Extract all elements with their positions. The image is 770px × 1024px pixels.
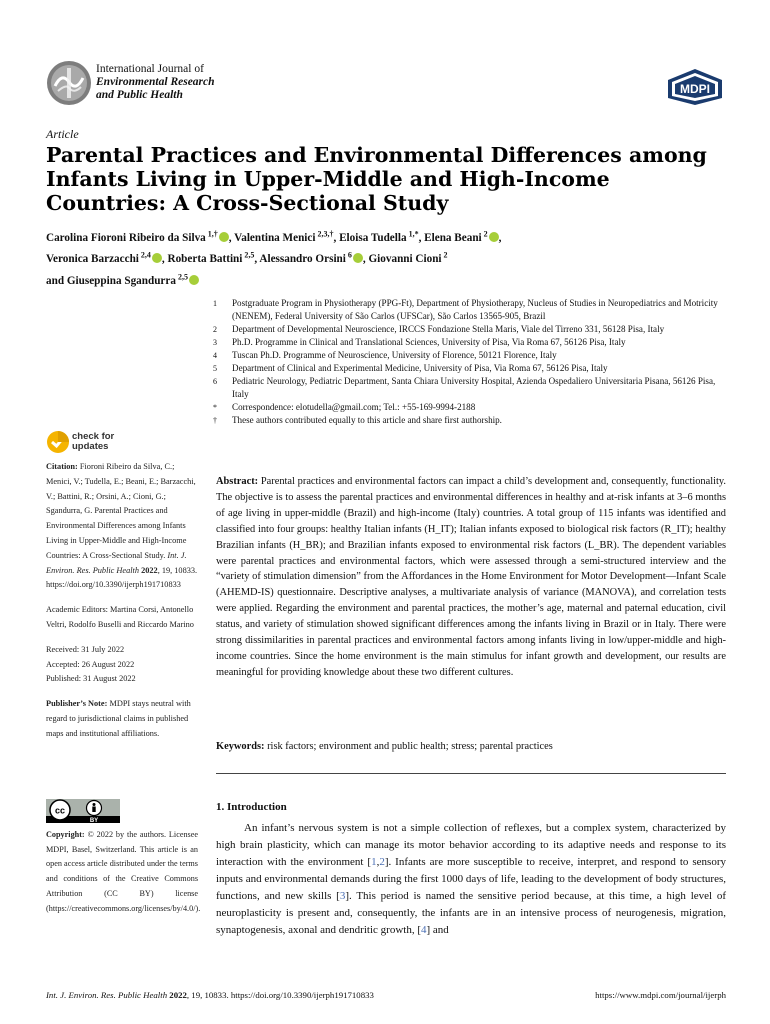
affiliation-item [213, 401, 728, 414]
affiliation-mark: † [213, 416, 217, 425]
affiliation-text: Department of Clinical and Experimental Medicine, University of Pisa, Via Roma 67, 56126 Pisa, Italy [232, 363, 608, 373]
author-separator: , [161, 253, 168, 266]
author-name: Valentina Menici [234, 231, 316, 244]
footer-citation [46, 990, 374, 1000]
author-name: and Giuseppina Sgandurra [46, 275, 176, 288]
keywords [216, 741, 726, 752]
keywords-text: risk factors; environment and public health; stress; parental practices [267, 741, 553, 752]
author [259, 250, 369, 266]
abstract-text: Parental practices and environmental factors can impact a child’s development and, consequently, functionality. The objective is to assess the parental practices and environmental differences in healthy and at-risk infants at 3–6 months of age living in upper-middle (Brazil) and high-income (Italy) countries. A total group of 115 infants was identified and classified into four groups: healthy Italian infants (H_IT); Italian infants exposed to biological risk factors (R_IT); healthy Brazilian infants (H_BR); and Brazilian infants exposed to environmental risk factors (L_BR). The dependent variables were parental practices and environmental factors, which were assessed through a semi-structured interview and the “variety of stimulation dimension” from the Affordances in the Home Environment for Motor Development—Infant Scale (AHEMD-IS) questionnaire. Descriptive analyses, a multivariate analysis of variance (MANOVA), and correlation tests were applied. Regarding the environment and parental practices, the mother’s age, maternal and paternal education, civil status, and variety of stimulation showed significant differences among the infants living in Brazil or in Italy. There were strong dissimilarities in parental practices and environmental factors among infants living in low/upper-middle and high-income countries. Since the home environment is the main stimulus for infant growth and development, our results are meaningful for providing knowledge about these two different cultures. [216, 476, 727, 678]
publisher-note-label: Publisher’s Note: [46, 699, 108, 709]
affiliation-text: Ph.D. Programme in Clinical and Translational Sciences, University of Pisa, Via Roma 67, 56126 Pisa, Italy [232, 337, 626, 347]
author [424, 229, 502, 244]
author-separator: , [228, 231, 235, 244]
reference-link-3[interactable]: 3 [339, 890, 346, 902]
intro-text-1: An infant’s nervous system is not a simple collection of reflexes, but a complex system, characterized by high brain plasticity, which can manage its motor behavior according to its adaptive needs and response to its interaction with the environment [ [216, 822, 726, 868]
author-name: Veronica Barzacchi [46, 253, 139, 266]
copyright-text: © 2022 by the authors. Licensee MDPI, Basel, Switzerland. This article is an open access article distributed under the terms and conditions of the Creative Commons Attribution (CC BY) license (https://creativecommons.org/licenses/by/4.0/). [46, 830, 201, 913]
author-name: Eloisa Tudella [339, 231, 407, 244]
article-title: Parental Practices and Environmental Differences among Infants Living in Upper-Middle and High-Income Countries: A Cross-Sectional Study [46, 143, 707, 215]
author-affiliation-marks: 2 [481, 229, 488, 238]
published-date: Published: 31 August 2022 [46, 674, 136, 684]
journal-name-line1: International Journal of [96, 63, 204, 75]
intro-text-2: ]. Infants are more susceptible to receive, interpret, and respond to sensory inputs and environmental demands during the first 1000 days of life, leading to the development of body structures, functions, and new skills [ [216, 856, 726, 902]
affiliation-item [213, 297, 728, 323]
citation [46, 460, 198, 593]
orcid-icon[interactable] [353, 253, 363, 263]
citation-label: Citation: [46, 462, 78, 471]
footer-doi[interactable]: , 19, 10833. https://doi.org/10.3390/ijerph191710833 [186, 990, 374, 1000]
author-separator: , [498, 231, 502, 244]
affiliation-text: Correspondence: elotudella@gmail.com; Tel.: +55-169-9994-2188 [232, 402, 476, 412]
author-affiliation-marks: 6 [345, 250, 352, 260]
footer-journal: Int. J. Environ. Res. Public Health [46, 990, 168, 1000]
section-divider [216, 773, 726, 774]
author-separator: , [333, 231, 340, 244]
copyright-label: Copyright: [46, 830, 85, 839]
author-affiliation-marks: 2,5 [242, 250, 255, 260]
mdpi-logo-text: MDPI [680, 82, 710, 96]
author [167, 250, 260, 266]
affiliation-text: Department of Developmental Neuroscience, IRCCS Fondazione Stella Maris, Viale del Tirreno 331, 56128 Pisa, Italy [232, 324, 665, 334]
affiliation-mark: 6 [213, 377, 217, 386]
affiliation-item [213, 375, 728, 401]
cc-by-license-icon[interactable] [46, 799, 120, 823]
article-type: Article [46, 127, 79, 141]
received-date: Received: 31 July 2022 [46, 644, 125, 654]
author [46, 250, 168, 266]
affiliation-mark: 4 [213, 351, 217, 360]
check-for-updates-icon [46, 430, 70, 454]
affiliation-mark: 1 [213, 299, 217, 308]
author-name: Carolina Fioroni Ribeiro da Silva [46, 231, 206, 244]
author-affiliation-marks: 1,* [406, 229, 419, 238]
author [46, 272, 199, 288]
reference-link-4[interactable]: 4 [420, 924, 427, 936]
author-affiliation-marks: 1,† [205, 229, 218, 238]
author-name: Roberta Battini [167, 253, 243, 266]
author-affiliation-marks: 2,5 [175, 272, 188, 282]
check-for-updates-button[interactable] [46, 430, 126, 456]
author [339, 229, 425, 244]
check-updates-line1: check for [72, 431, 115, 442]
introduction-heading: 1. Introduction [216, 801, 287, 813]
academic-editors: Academic Editors: Martina Corsi, Antonello Veltri, Rodolfo Buselli and Riccardo Marino [46, 605, 194, 629]
footer-year: 2022 [169, 990, 187, 1000]
author-affiliation-marks: 2,4 [138, 250, 151, 260]
affiliation-text: Postgraduate Program in Physiotherapy (PPG-Ft), Department of Physiotherapy, Nucleus of Studies in Neuropediatrics and Motricity (NENEM), Federal University of São Carlos (UFSCar), São Carlos 13565-905, Brazil [232, 298, 718, 321]
accepted-date: Accepted: 26 August 2022 [46, 659, 135, 669]
footer-journal-url[interactable]: https://www.mdpi.com/journal/ijerph [595, 990, 726, 1000]
publisher-note-text: MDPI stays neutral with regard to jurisdictional claims in published maps and institutional affiliations. [46, 699, 191, 738]
mdpi-logo-icon [666, 68, 724, 106]
author-separator: , [254, 253, 260, 266]
author [368, 250, 448, 266]
journal-name-line3: and Public Health [96, 89, 183, 101]
author-list [46, 225, 726, 290]
journal-name [96, 63, 215, 102]
affiliation-mark: 2 [213, 325, 217, 334]
affiliation-mark: * [213, 403, 217, 412]
author [234, 229, 340, 244]
citation-text: Fioroni Ribeiro da Silva, C.; Menici, V.; Tudella, E.; Beani, E.; Barzacchi, V.; Battini, R.; Orsini, A.; Cioni, G.; Sgandurra, G. Parental Practices and Environmental Differences among Infants Living in Upper-Middle and High-Income Countries: A Cross-Sectional Study. [46, 462, 196, 560]
author-separator: , [418, 231, 425, 244]
keywords-label: Keywords: [216, 741, 265, 752]
affiliation-item [213, 323, 728, 336]
affiliation-text: These authors contributed equally to this article and share first authorship. [232, 415, 502, 425]
abstract [216, 474, 726, 681]
affiliations [213, 297, 728, 427]
cc-badge-text: BY [89, 818, 99, 823]
citation-year: 2022 [141, 565, 158, 575]
article-sidebar [46, 460, 198, 752]
affiliation-text: Pediatric Neurology, Pediatric Department, Santa Chiara University Hospital, Azienda Ospedaliero Universitaria Pisana, 56126 Pisa, Italy [232, 376, 716, 399]
author-name: Giovanni Cioni [368, 253, 442, 266]
abstract-label: Abstract: [216, 476, 259, 487]
author-affiliation-marks: 2,3,† [315, 229, 334, 238]
check-updates-line2: updates [72, 441, 109, 452]
intro-text-3: ]. This period is named the sensitive period because, at this time, a high level of neuroplasticity is present and, consequently, the infants are in an intensive process of neurogenesis, migration, synaptogenesis, axonal and dendritic growth, [ [216, 890, 726, 936]
svg-text:cc: cc [54, 805, 66, 816]
orcid-icon[interactable] [489, 232, 499, 242]
intro-text-4: ] and [426, 924, 449, 936]
orcid-icon[interactable] [189, 275, 199, 285]
introduction-paragraph: An infant’s nervous system is not a simple collection of reflexes, but a complex system, characterized by high brain plasticity, which can manage its motor behavior according to its adaptive needs and response to its interaction with the environment [1,2]. Infants are more susceptible to receive, interpret, and respond to sensory inputs and environmental demands during the first 1000 days of life, leading to the development of body structures, functions, and new skills [3]. This period is named the sensitive period because, at this time, a high level of neuroplasticity is present and, consequently, the infants are in an intensive process of neurogenesis, migration, synaptogenesis, axonal and dendritic growth, [4] and [216, 822, 726, 936]
author-separator: , [362, 253, 369, 266]
affiliation-item [213, 349, 728, 362]
affiliation-text: Tuscan Ph.D. Programme of Neuroscience, University of Florence, 50121 Florence, Italy [232, 350, 557, 360]
affiliation-item [213, 336, 728, 349]
publication-dates [46, 643, 198, 687]
affiliation-item [213, 362, 728, 375]
orcid-icon[interactable] [219, 232, 229, 242]
copyright-notice [46, 828, 201, 916]
ijerph-journal-logo-icon [46, 60, 92, 106]
publisher-note [46, 697, 198, 741]
affiliation-mark: 3 [213, 338, 217, 347]
reference-link-2[interactable]: 2 [379, 856, 385, 868]
author-name: Alessandro Orsini [259, 253, 346, 266]
citation-doi[interactable]: , 19, 10833. https://doi.org/10.3390/ijerph191710833 [46, 565, 198, 590]
reference-link-1[interactable]: 1 [371, 856, 377, 868]
citation-journal: Int. J. Environ. Res. Public Health [46, 550, 187, 575]
author-affiliation-marks: 2 [441, 250, 448, 260]
affiliation-mark: 5 [213, 364, 217, 373]
author [46, 229, 235, 244]
author-name: Elena Beani [424, 231, 482, 244]
journal-name-line2: Environmental Research [96, 76, 215, 88]
orcid-icon[interactable] [152, 253, 162, 263]
affiliation-item [213, 414, 728, 427]
